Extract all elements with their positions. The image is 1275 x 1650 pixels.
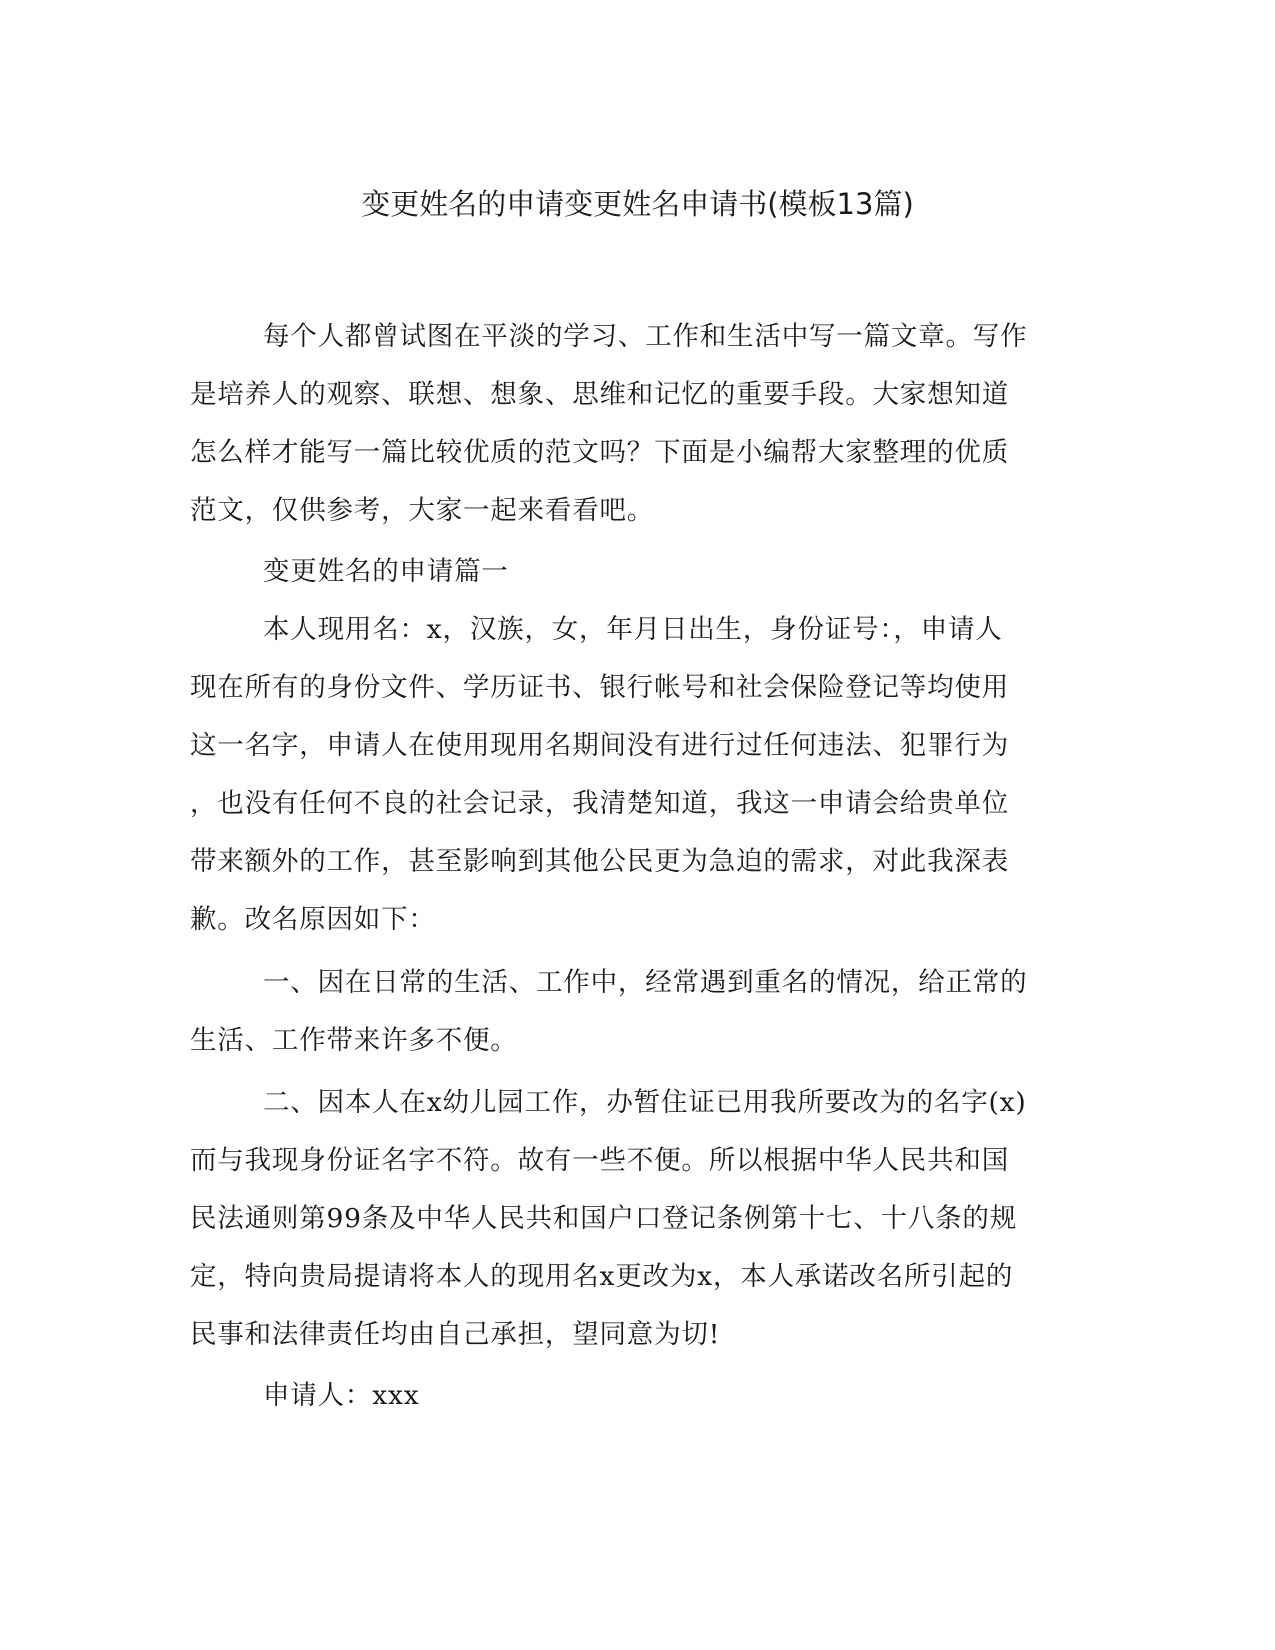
paragraph-line: ，也没有任何不良的社会记录，我清楚知道，我这一申请会给贵单位 — [190, 788, 1009, 819]
intro-line: 范文，仅供参考，大家一起来看看吧。 — [190, 495, 655, 526]
paragraph-line: 歉。改名原因如下： — [190, 904, 436, 935]
signature-line: 申请人：xxx — [263, 1380, 420, 1411]
paragraph-line: 这一名字，申请人在使用现用名期间没有进行过任何违法、犯罪行为 — [190, 730, 1009, 761]
reason-line: 二、因本人在x幼儿园工作，办暂住证已用我所要改为的名字(x) — [263, 1087, 1027, 1118]
reason-line: 定，特向贵局提请将本人的现用名x更改为x，本人承诺改名所引起的 — [190, 1261, 1014, 1292]
document-title: 变更姓名的申请变更姓名申请书(模板13篇) — [361, 187, 914, 221]
reason-line: 而与我现身份证名字不符。故有一些不便。所以根据中华人民共和国 — [190, 1145, 1009, 1176]
intro-line: 怎么样才能写一篇比较优质的范文吗？下面是小编帮大家整理的优质 — [190, 437, 1009, 468]
paragraph-line: 现在所有的身份文件、学历证书、银行帐号和社会保险登记等均使用 — [190, 672, 1009, 703]
paragraph-line: 带来额外的工作，甚至影响到其他公民更为急迫的需求，对此我深表 — [190, 846, 1009, 877]
reason-line: 民法通则第99条及中华人民共和国户口登记条例第十七、十八条的规 — [190, 1203, 1018, 1234]
section-heading: 变更姓名的申请篇一 — [263, 556, 509, 587]
reason-line: 生活、工作带来许多不便。 — [190, 1025, 518, 1056]
intro-line: 是培养人的观察、联想、想象、思维和记忆的重要手段。大家想知道 — [190, 379, 1009, 410]
intro-line: 每个人都曾试图在平淡的学习、工作和生活中写一篇文章。写作 — [263, 321, 1028, 352]
reason-line: 民事和法律责任均由自己承担，望同意为切! — [190, 1319, 721, 1350]
reason-line: 一、因在日常的生活、工作中，经常遇到重名的情况，给正常的 — [263, 967, 1028, 998]
paragraph-line: 本人现用名：x，汉族，女，年月日出生，身份证号：，申请人 — [263, 614, 1003, 645]
